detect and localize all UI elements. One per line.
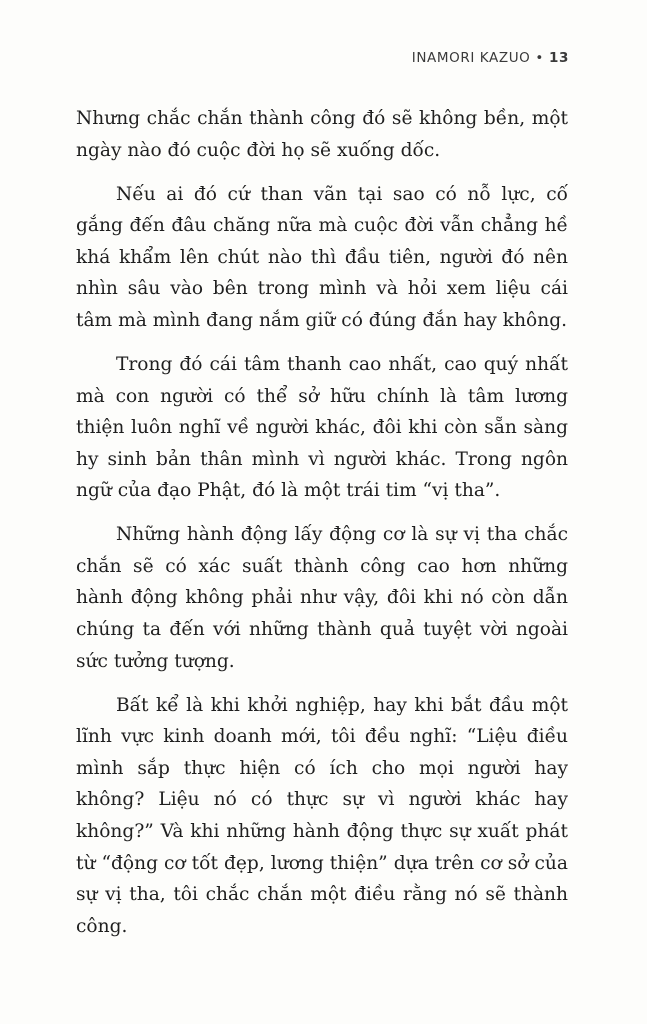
paragraph-4: Những hành động lấy động cơ là sự vị tha chắc chắn sẽ có xác suất thành công cao hơn những hành động không phải như vậy, đôi khi nó còn dẫn chúng ta đến với những thành quả tuyệt vời ngoài sức tưởng tượng. (76, 524, 568, 672)
paragraph-3: Trong đó cái tâm thanh cao nhất, cao quý nhất mà con người có thể sở hữu chính là tâm lương thiện luôn nghĩ về người khác, đôi khi còn sẵn sàng hy sinh bản thân mình vì người khác. Trong ngôn ngữ của đạo Phật, đó là một trái tim “vị tha”. (76, 353, 568, 502)
paragraph-1: Nhưng chắc chắn thành công đó sẽ không bền, một ngày nào đó cuộc đời họ sẽ xuống dốc. (76, 108, 568, 161)
paragraph-5: Bất kể là khi khởi nghiệp, hay khi bắt đầu một lĩnh vực kinh doanh mới, tôi đều nghĩ: “Liệu điều mình sắp thực hiện có ích cho mọi người hay không? Liệu nó có thực sự vì người khác hay không?” Và khi những hành động thực sự xuất phát từ “động cơ tốt đẹp, lương thiện” dựa trên cơ sở của sự vị tha, tôi chắc chắn một điều rằng nó sẽ thành công. (76, 694, 568, 937)
header-author: INAMORI KAZUO (411, 50, 531, 66)
page-number: 13 (549, 50, 569, 66)
body-text (76, 103, 568, 955)
header-separator: • (535, 50, 544, 66)
running-header (412, 50, 569, 66)
paragraph-2: Nếu ai đó cứ than vãn tại sao có nỗ lực, cố gắng đến đâu chăng nữa mà cuộc đời vẫn chẳng hề khá khẩm lên chút nào thì đầu tiên, người đó nên nhìn sâu vào bên trong mình và hỏi xem liệu cái tâm mà mình đang nắm giữ có đúng đắn hay không. (76, 183, 568, 331)
